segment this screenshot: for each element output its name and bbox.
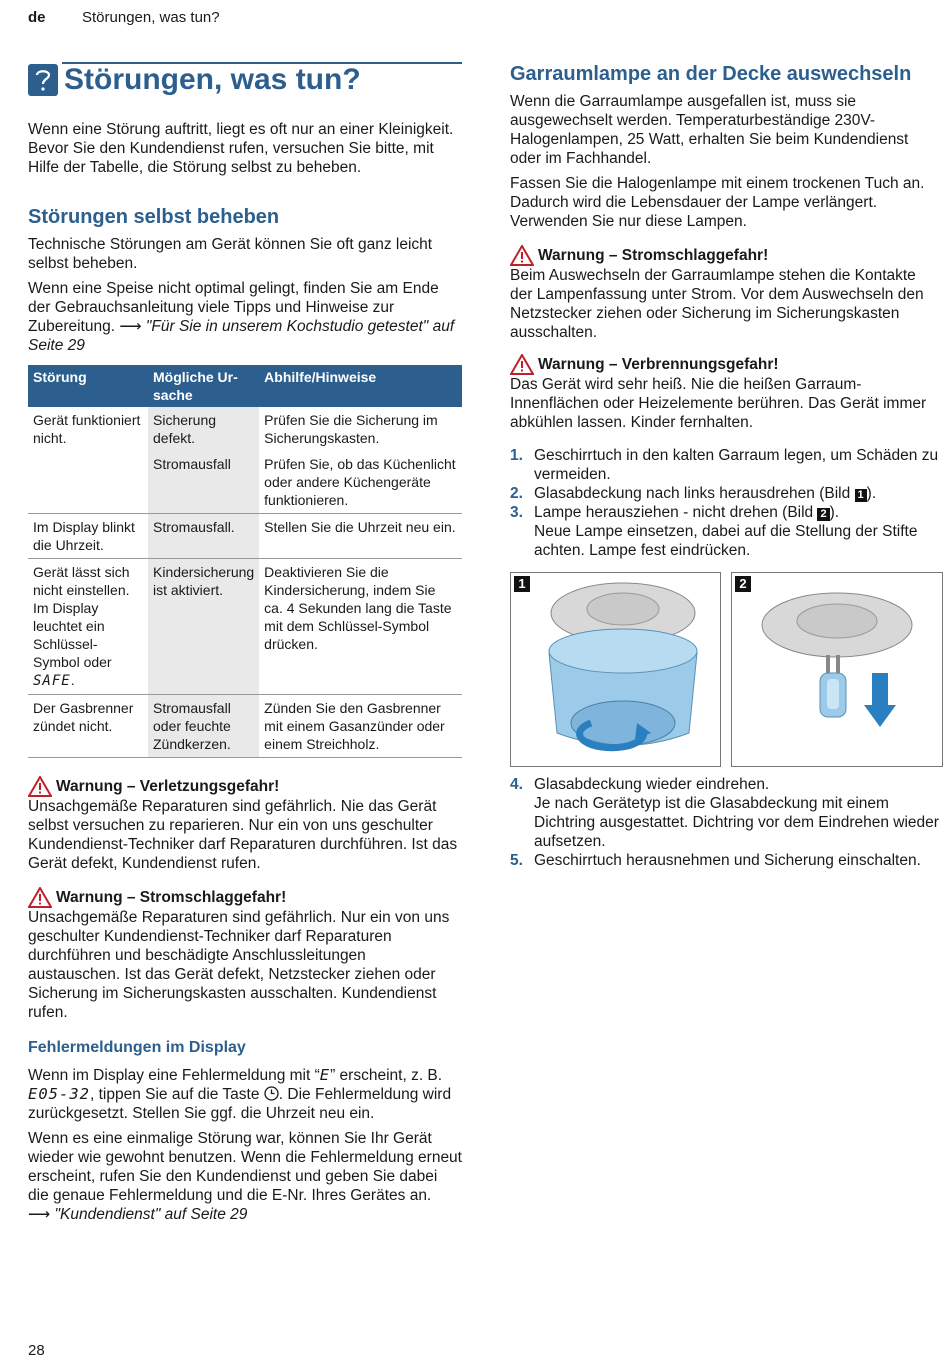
table-row [28, 695, 462, 758]
section-heading: Störungen selbst beheben [28, 206, 280, 228]
left-column [28, 62, 462, 1230]
figure-label: 2 [735, 576, 751, 592]
warning-text: Das Gerät wird sehr heiß. Nie die heißen Garraum-Innenflächen oder Heizelemente berühren. Das Gerät immer abkühlen lassen. Kinder fernhalten. [510, 376, 927, 431]
table-header: Störung [28, 365, 148, 407]
paragraph: Wenn im Display eine Fehlermeldung mit “E” erscheint, z. B. E05-32, tippen Sie auf die Taste . Die Fehlermeldung wird zurückgesetzt. Stellen Sie ggf. die Uhrzeit neu ein. [28, 1066, 452, 1122]
instruction-list [510, 446, 940, 560]
paragraph: Wenn eine Speise nicht optimal gelingt, finden Sie am Ende der Gebrauchsanleitung viele Tipps und Hinweise zur Zubereitung. ⟶ "Für Sie in unserem Kochstudio getestet" auf Seite 29 [28, 280, 455, 354]
warning-title: Warnung – Verbrennungsgefahr! [510, 354, 940, 375]
lamp-cover-illustration [511, 573, 720, 766]
table-cell: Zünden Sie den Gasbrenner mit einem Gasanzünder oder einem Streichholz. [259, 695, 462, 758]
table-cell: Sicherung defekt. [148, 407, 259, 451]
warning-title: Warnung – Verletzungsgefahr! [28, 776, 462, 797]
figure-1 [510, 572, 721, 767]
list-item: 2. Glasabdeckung nach links herausdrehen (Bild 1 ). [510, 485, 877, 502]
warning-block [510, 354, 940, 432]
error-code-display: E05-32 [28, 1085, 90, 1103]
warning-block [28, 776, 462, 873]
figure-badge: 1 [855, 489, 867, 502]
question-icon [28, 64, 58, 96]
table-row [28, 514, 462, 559]
table-cell: Stromausfall. [148, 514, 259, 559]
warning-triangle-icon [510, 245, 534, 266]
language-tag: de [28, 9, 46, 26]
display-symbol-safe: SAFE [33, 673, 71, 689]
warning-block [28, 887, 462, 1022]
table-cell: Prüfen Sie die Sicherung im Sicherungskasten. [264, 412, 438, 446]
warning-text: Beim Auswechseln der Garraumlampe stehen die Kontakte der Lampenfassung unter Strom. Vor dem Auswechseln den Netzstecker ziehen oder Sicherung im Sicherungskasten ausschalten. [510, 267, 924, 341]
instruction-list-continued [510, 775, 940, 870]
table-cell: Stromausfall [148, 451, 259, 514]
section-heading: Fehlermeldungen im Display [28, 1039, 246, 1056]
header-title: Störungen, was tun? [82, 9, 220, 26]
section-heading: Garraumlampe an der Decke auswechseln [510, 63, 912, 85]
paragraph: Wenn die Garraumlampe ausgefallen ist, muss sie ausgewechselt werden. Temperaturbeständige 230V-Halogenlampen, 25 Watt, erhalten Sie beim Kundendienst oder im Fachhandel. [510, 93, 909, 167]
table-cell: Gerät lässt sich nicht einstellen. Im Display leuchtet ein Schlüssel-Symbol oder SAFE. [28, 559, 148, 695]
paragraph: Wenn es eine einmalige Störung war, können Sie Ihr Gerät wieder wie gewohnt benutzen. Wenn die Fehlermeldung erneut erscheint, rufen Sie den Kundendienst und geben Sie dabei die genaue Fehlermeldung und die E-Nr. Ihres Gerätes an. ⟶ "Kundendienst" auf Seite 29 [28, 1130, 462, 1223]
paragraph: Technische Störungen am Gerät können Sie oft ganz leicht selbst beheben. [28, 236, 433, 272]
table-cell: Prüfen Sie, ob das Küchenlicht oder andere Küchengeräte funktionieren. [264, 456, 456, 508]
table-cell: Gerät funktioniert nicht. [33, 412, 141, 446]
intro-text: Wenn eine Störung auftritt, liegt es oft nur an einer Kleinigkeit. Bevor Sie den Kundendienst rufen, versuchen Sie bitte, mit Hilfe der Tabelle, die Störung selbst zu beheben. [28, 121, 454, 176]
warning-text: Unsachgemäße Reparaturen sind gefährlich. Nie das Gerät selbst versuchen zu reparieren. Nur ein von uns geschulter Kundendienst-Techniker darf Reparaturen durchführen. Ist das Gerät defekt, Kundendienst rufen. [28, 798, 458, 872]
table-row [28, 407, 462, 451]
list-item: 4. Glasabdeckung wieder eindrehen. Je nach Gerätetyp ist die Glasabdeckung mit einem Dichtring ausgestattet. Dichtring vor dem Eindrehen wieder aufsetzen. [510, 776, 939, 850]
table-cell: Im Display blinkt die Uhrzeit. [28, 514, 148, 559]
clock-icon [264, 1086, 279, 1101]
page-title: Störungen, was tun? [28, 62, 462, 98]
lamp-removal-illustration [732, 573, 942, 766]
arrow-right-icon: ⟶ [28, 1206, 51, 1223]
list-item: 1. Geschirrtuch in den kalten Garraum legen, um Schäden zu vermeiden. [510, 447, 939, 483]
table-row [28, 559, 462, 695]
page-number: 28 [28, 1342, 45, 1359]
table-row [28, 451, 462, 514]
page-header [28, 8, 220, 27]
warning-text: Unsachgemäße Reparaturen sind gefährlich. Nur ein von uns geschulter Kundendienst-Techniker darf Reparaturen durchführen und beschädigte Anschlussleitungen austauschen. Ist das Gerät defekt, Netzstecker ziehen oder Sicherung im Sicherungskasten ausschalten. Kundendienst rufen. [28, 909, 450, 1021]
arrow-right-icon: ⟶ [119, 318, 142, 335]
warning-triangle-icon [28, 887, 52, 908]
table-header: Mögliche Ur-sache [148, 365, 259, 407]
right-column [510, 62, 940, 560]
table-cell: Stellen Sie die Uhrzeit neu ein. [259, 514, 462, 559]
table-cell: Kindersicherung ist aktiviert. [148, 559, 259, 695]
cross-reference-link[interactable]: "Kundendienst" auf Seite 29 [54, 1206, 248, 1223]
warning-block [510, 245, 940, 342]
warning-triangle-icon [28, 776, 52, 797]
display-symbol-e: E [319, 1066, 331, 1084]
paragraph: Fassen Sie die Halogenlampe mit einem trockenen Tuch an. Dadurch wird die Lebensdauer der Lampe verlängert. Verwenden Sie nur diese Lampen. [510, 175, 925, 230]
table-cell: Deaktivieren Sie die Kindersicherung, indem Sie ca. 4 Sekunden lang die Taste mit dem Schlüssel-Symbol drücken. [259, 559, 462, 695]
table-cell: Stromausfall oder feuchte Zündkerzen. [148, 695, 259, 758]
warning-title: Warnung – Stromschlaggefahr! [510, 245, 940, 266]
table-cell: Der Gasbrenner zündet nicht. [28, 695, 148, 758]
troubleshooting-table [28, 365, 462, 758]
warning-triangle-icon [510, 354, 534, 375]
list-item: 3. Lampe herausziehen - nicht drehen (Bild 2 ). Neue Lampe einsetzen, dabei auf die Stellung der Stifte achten. Lampe fest eindrücken. [510, 504, 918, 559]
warning-title: Warnung – Stromschlaggefahr! [28, 887, 462, 908]
instruction-list [510, 775, 940, 870]
table-cell [28, 451, 148, 514]
table-header: Abhilfe/Hinweise [259, 365, 462, 407]
cross-reference-link[interactable]: "Für Sie in unserem Kochstudio getestet" auf Seite 29 [28, 318, 455, 354]
figure-label: 1 [514, 576, 530, 592]
list-item: 5. Geschirrtuch herausnehmen und Sicherung einschalten. [510, 852, 921, 869]
figure-2 [731, 572, 943, 767]
figure-badge: 2 [817, 508, 829, 521]
